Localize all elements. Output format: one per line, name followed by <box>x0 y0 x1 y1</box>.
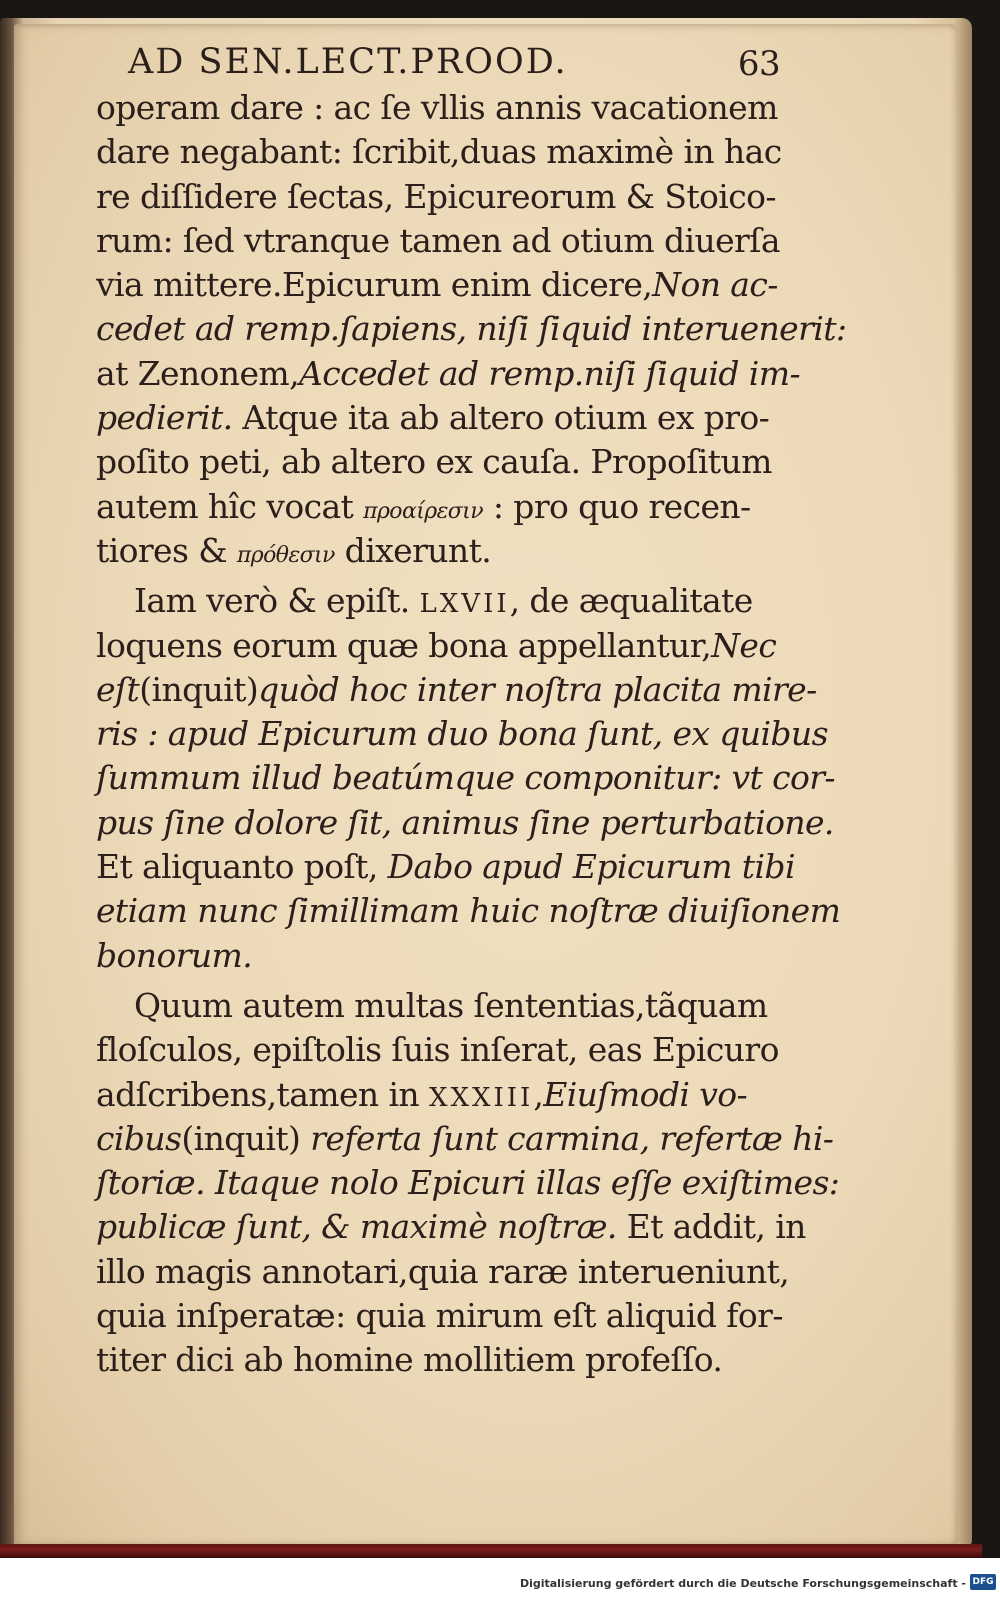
text-line: operam dare : ac ſe vllis annis vacationem <box>96 88 778 127</box>
quotation: Accedet ad remp.niſi ſiquid im- <box>298 353 800 393</box>
book-binding-edge <box>0 1544 982 1558</box>
page-number: 63 <box>737 44 780 84</box>
text-line <box>96 712 828 756</box>
dfg-logo: DFG <box>970 1574 996 1590</box>
text-line: rum: ſed vtranque tamen ad otium diuerſa <box>96 220 780 260</box>
text-line <box>96 485 786 529</box>
quotation: Dabo apud Epicurum tibi <box>387 847 795 887</box>
quotation: ris : apud Epicurum duo bona ſunt, ex quibus <box>96 714 828 754</box>
text-run: adſcribens,tamen in <box>96 1074 429 1114</box>
text-run: Et addit, in <box>616 1207 806 1247</box>
text-line: floſculos, epiſtolis ſuis inſerat, eas Epicuro <box>96 1030 779 1070</box>
text-line <box>96 1073 786 1117</box>
paragraph-1 <box>96 86 847 573</box>
text-line: Quum autem multas ſententias,tãquam <box>134 985 768 1025</box>
paragraph-2 <box>96 579 841 978</box>
quotation: quòd hoc inter noſtra placita mire- <box>258 669 817 709</box>
text-line: re diſſidere ſectas, Epicureorum & Stoico- <box>96 176 776 216</box>
page-header <box>96 36 786 86</box>
text-run: Iam verò & epiſt. <box>134 581 420 621</box>
page-text <box>96 36 847 1383</box>
quotation: pus ſine dolore ſit, animus ſine perturbatione. <box>96 802 834 842</box>
text-line <box>96 1117 834 1161</box>
text-run: , de æqualitate <box>509 581 753 621</box>
quotation: cedet ad remp.ſapiens, niſi ſiquid interuenerit: <box>96 309 847 349</box>
footer-credit: Digitalisierung gefördert durch die Deutsche Forschungsgemeinschaft - <box>519 1577 966 1590</box>
text-line <box>96 889 841 933</box>
text-line <box>96 1161 840 1205</box>
text-run: dixerunt. <box>334 530 492 570</box>
greek-word: πρόθεσιν <box>236 542 335 568</box>
quotation: bonorum. <box>96 935 253 975</box>
text-line <box>96 396 786 440</box>
text-run: loquens eorum quæ bona appellantur, <box>96 625 712 665</box>
quotation: etiam nunc ſimillimam huic noſtræ diuiſionem <box>96 891 841 931</box>
text-line <box>96 668 817 712</box>
quotation: ſummum illud beatúmque componitur: vt cor- <box>96 758 835 798</box>
roman-numeral: XXXIII <box>428 1082 534 1113</box>
text-line: titer dici ab homine mollitiem profeſſo. <box>96 1340 723 1380</box>
text-run: (inquit) <box>139 669 259 709</box>
text-line <box>96 263 786 307</box>
paragraph-3 <box>96 984 840 1383</box>
greek-word: προαίρεσιν <box>363 498 483 524</box>
text-line <box>96 579 786 623</box>
text-run: Atque ita ab altero otium ex pro- <box>232 398 770 438</box>
text-run: : pro quo recen- <box>483 486 751 526</box>
text-line <box>96 1205 806 1249</box>
quotation: Eiuſmodi vo- <box>543 1074 748 1114</box>
quotation: Non ac- <box>652 265 778 305</box>
text-line: illo magis annotari,quia raræ interueniunt, <box>96 1251 790 1291</box>
quotation: cibus <box>96 1118 182 1158</box>
text-run: tiores & <box>96 530 237 570</box>
text-line: quia inſperatæ: quia mirum eſt aliquid for- <box>96 1296 783 1336</box>
text-line: poſito peti, ab altero ex cauſa. Propoſitum <box>96 442 772 482</box>
quotation: Nec <box>711 625 777 665</box>
text-line <box>96 934 786 978</box>
quotation: referta ſunt carmina, refertæ hi- <box>310 1118 834 1158</box>
text-line <box>96 624 786 668</box>
text-line <box>96 307 847 351</box>
text-run: at Zenonem, <box>96 353 299 393</box>
text-line <box>96 845 795 889</box>
text-run: (inquit) <box>181 1118 311 1158</box>
text-line <box>96 352 800 396</box>
text-run: Et aliquanto poſt, <box>96 847 388 887</box>
quotation: eſt <box>96 669 140 709</box>
text-run: via mittere.Epicurum enim dicere, <box>96 265 653 305</box>
text-line <box>96 756 835 800</box>
text-line: dare negabant: ſcribit,duas maximè in hac <box>96 132 782 172</box>
text-line <box>96 801 834 845</box>
quotation: publicæ ſunt, & maximè noſtræ. <box>96 1207 617 1247</box>
text-run: autem hîc vocat <box>96 486 364 526</box>
quotation: ſtoriæ. Itaque nolo Epicuri illas eſſe exiſtimes: <box>96 1163 840 1203</box>
roman-numeral: LXVII <box>419 589 510 620</box>
running-head: AD SEN.LECT.PROOD. <box>128 42 568 82</box>
quotation: pedierit. <box>96 398 233 438</box>
text-line <box>96 529 786 573</box>
text-run: , <box>533 1074 544 1114</box>
